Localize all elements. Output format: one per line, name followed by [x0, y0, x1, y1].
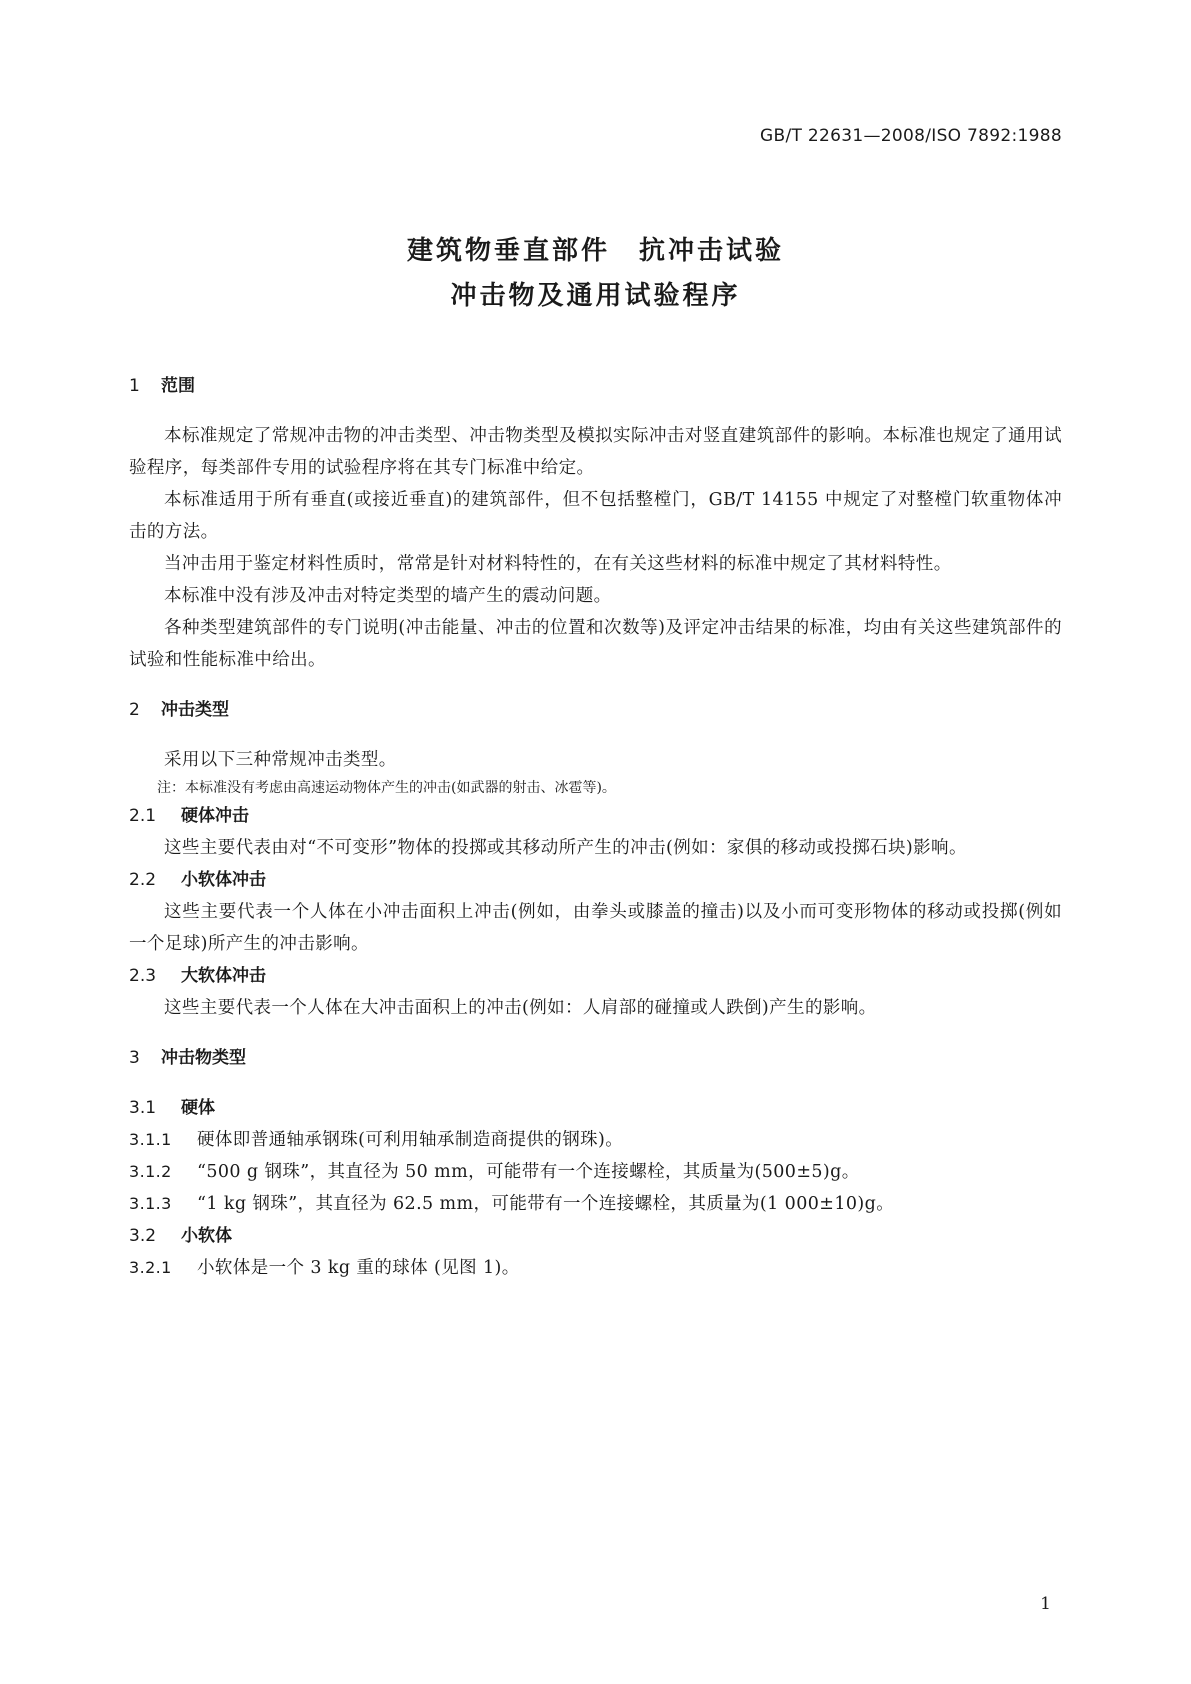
subsection-number: 2.1 [129, 806, 157, 826]
paragraph: 采用以下三种常规冲击类型。 [164, 750, 397, 770]
subsection-title: 硬体 [181, 1098, 215, 1118]
section-number: 3 [129, 1048, 140, 1068]
note: 注：本标准没有考虑由高速运动物体产生的冲击(如武器的射击、冰雹等)。 [157, 780, 616, 796]
section-title: 范围 [161, 376, 195, 396]
clause-number: 3.1.2 [129, 1162, 172, 1181]
paragraph: 这些主要代表由对“不可变形”物体的投掷或其移动所产生的冲击(例如：家俱的移动或投掷石块)影响。 [164, 838, 967, 858]
page-number: 1 [1040, 1594, 1051, 1614]
subsection-3-2-heading [129, 1220, 1062, 1252]
paragraph: 本标准规定了常规冲击物的冲击类型、冲击物类型及模拟实际冲击对竖直建筑部件的影响。本标准也规定了通用试验程序，每类部件专用的试验程序将在其专门标准中给定。 [129, 426, 1062, 478]
subsection-number: 3.2 [129, 1226, 157, 1246]
paragraph: 当冲击用于鉴定材料性质时，常常是针对材料特性的，在有关这些材料的标准中规定了其材料特性。 [164, 554, 952, 574]
document-title-line1: 建筑物垂直部件 抗冲击试验 [406, 236, 784, 266]
subsection-2-3-heading [129, 960, 1062, 992]
section-number: 1 [129, 376, 140, 396]
section-title: 冲击物类型 [161, 1048, 246, 1068]
section-3-heading [129, 1042, 1062, 1074]
subsection-title: 大软体冲击 [181, 966, 266, 986]
section-1-heading [129, 370, 1062, 402]
subsection-number: 2.2 [129, 870, 157, 890]
document-title-line2: 冲击物及通用试验程序 [450, 281, 741, 311]
clause-number: 3.1.3 [129, 1194, 172, 1213]
paragraph: 这些主要代表一个人体在大冲击面积上的冲击(例如：人肩部的碰撞或人跌倒)产生的影响。 [164, 998, 877, 1018]
subsection-number: 2.3 [129, 966, 157, 986]
subsection-title: 硬体冲击 [181, 806, 249, 826]
document-body [129, 370, 1062, 1284]
subsection-title: 小软体冲击 [181, 870, 266, 890]
subsection-2-1-heading [129, 800, 1062, 832]
section-title: 冲击类型 [161, 700, 229, 720]
clause-text: 小软体是一个 3 kg 重的球体 (见图 1)。 [197, 1258, 520, 1278]
subsection-number: 3.1 [129, 1098, 157, 1118]
clause-3-1-2 [129, 1156, 1062, 1188]
standard-number: GB/T 22631—2008/ISO 7892:1988 [760, 126, 1062, 146]
subsection-title: 小软体 [181, 1226, 232, 1246]
clause-3-1-1 [129, 1124, 1062, 1156]
clause-text: 硬体即普通轴承钢珠(可利用轴承制造商提供的钢珠)。 [197, 1130, 624, 1150]
subsection-3-1-heading [129, 1092, 1062, 1124]
clause-text: “500 g 钢珠”，其直径为 50 mm，可能带有一个连接螺栓，其质量为(500±5)g。 [197, 1162, 860, 1182]
clause-number: 3.1.1 [129, 1130, 172, 1149]
section-2-heading [129, 694, 1062, 726]
clause-3-2-1 [129, 1252, 1062, 1284]
clause-3-1-3 [129, 1188, 1062, 1220]
paragraph: 这些主要代表一个人体在小冲击面积上冲击(例如，由拳头或膝盖的撞击)以及小而可变形物体的移动或投掷(例如一个足球)所产生的冲击影响。 [129, 902, 1062, 954]
paragraph: 本标准中没有涉及冲击对特定类型的墙产生的震动问题。 [164, 586, 612, 606]
clause-number: 3.2.1 [129, 1258, 172, 1277]
clause-text: “1 kg 钢珠”，其直径为 62.5 mm，可能带有一个连接螺栓，其质量为(1 000±10)g。 [197, 1194, 895, 1214]
section-number: 2 [129, 700, 140, 720]
paragraph: 各种类型建筑部件的专门说明(冲击能量、冲击的位置和次数等)及评定冲击结果的标准，均由有关这些建筑部件的试验和性能标准中给出。 [129, 618, 1062, 670]
subsection-2-2-heading [129, 864, 1062, 896]
paragraph: 本标准适用于所有垂直(或接近垂直)的建筑部件，但不包括整樘门，GB/T 14155 中规定了对整樘门软重物体冲击的方法。 [129, 490, 1062, 542]
